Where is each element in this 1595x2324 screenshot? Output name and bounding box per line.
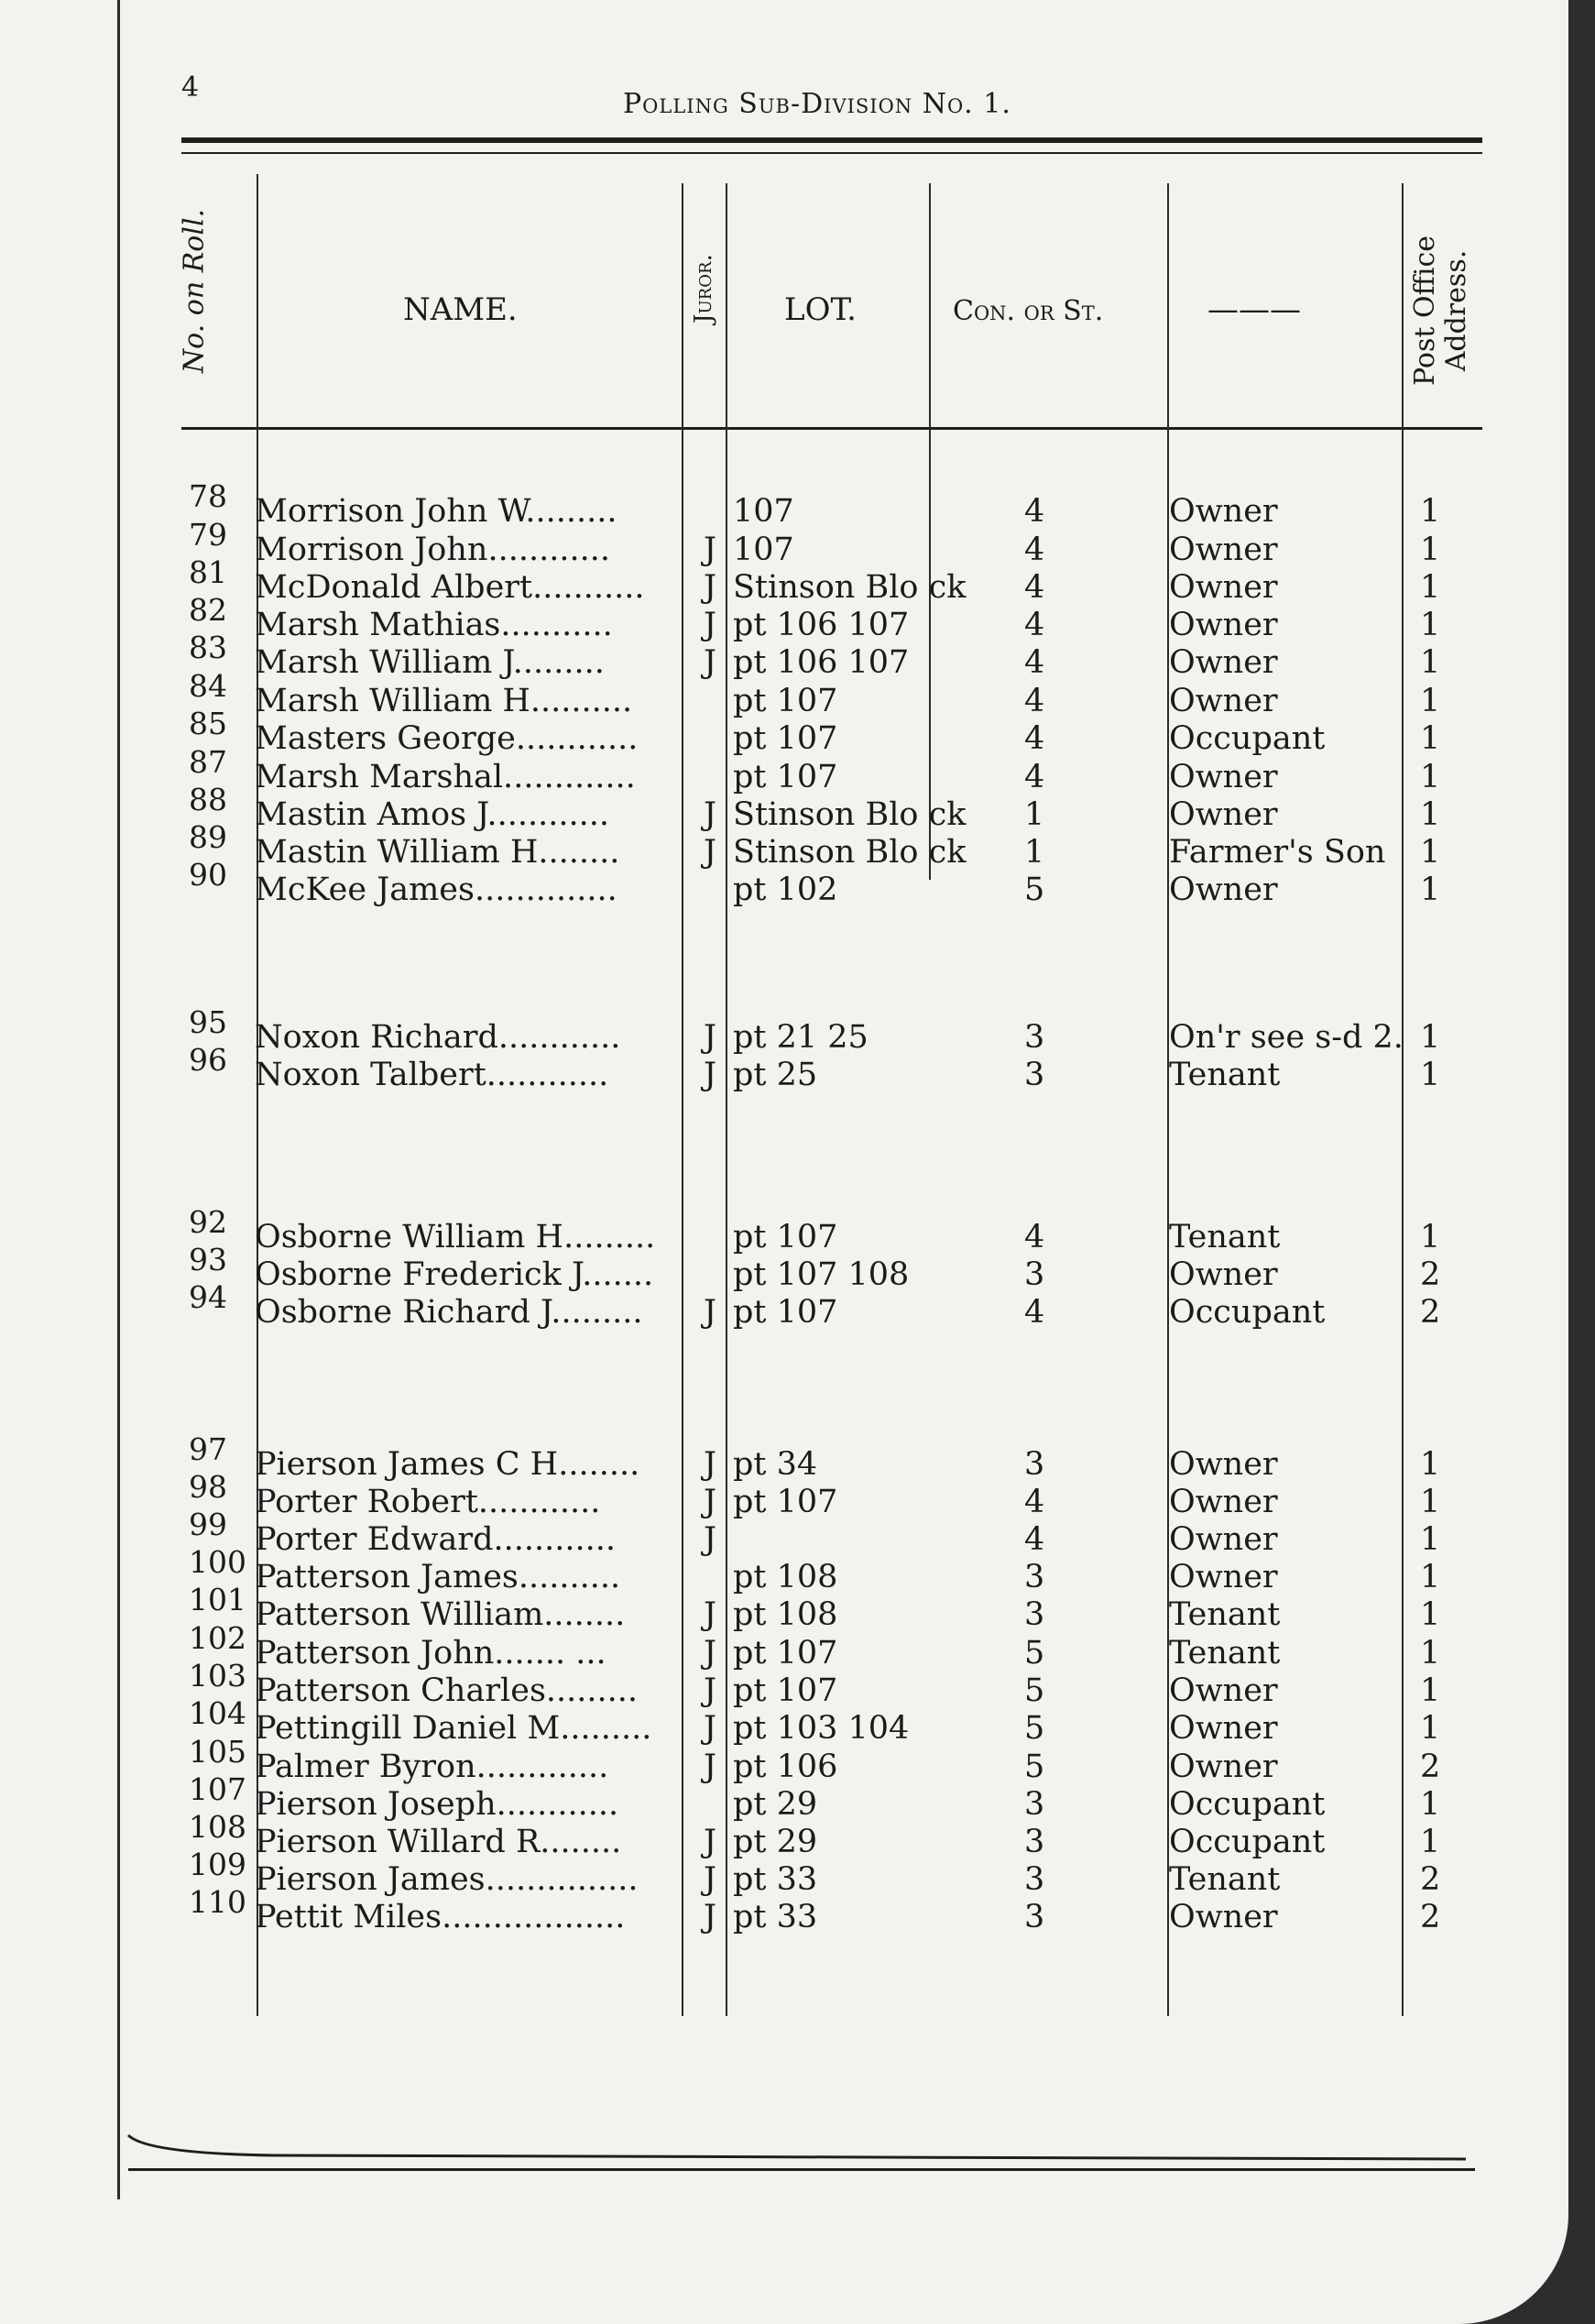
roll-number: 95 <box>189 1004 227 1040</box>
concession-value: 4 <box>1024 683 1045 719</box>
status-value: Owner <box>1169 796 1278 833</box>
concession-value: 3 <box>1024 1256 1045 1293</box>
post-office-value: 1 <box>1420 1824 1441 1860</box>
roll-number: 103 <box>189 1658 246 1694</box>
lot-value: pt 107 <box>733 720 838 757</box>
status-value: Tenant <box>1169 1057 1281 1093</box>
juror-mark: J <box>704 1446 717 1483</box>
concession-value: 5 <box>1024 872 1045 908</box>
status-value: Owner <box>1169 872 1278 908</box>
voter-name: Marsh William H.......... <box>255 683 633 719</box>
voter-name: Morrison John W......... <box>255 493 617 530</box>
post-office-value: 2 <box>1420 1748 1441 1785</box>
post-office-value: 1 <box>1420 644 1441 681</box>
post-office-value: 2 <box>1420 1861 1441 1898</box>
list-item <box>0 857 1568 908</box>
status-value: On'r see s-d 2. <box>1169 1019 1404 1056</box>
page-title: Polling Sub-Division No. 1. <box>623 88 1011 120</box>
column-header-no-on-roll: No. on Roll. <box>178 208 211 374</box>
post-office-value: 1 <box>1420 1521 1441 1558</box>
lot-value: pt 33 <box>733 1861 818 1898</box>
status-value: Owner <box>1169 1748 1278 1785</box>
voter-name: Mastin Amos J............ <box>255 796 610 833</box>
voter-name: Mastin William H........ <box>255 834 620 871</box>
roll-number: 84 <box>189 668 227 704</box>
status-value: Owner <box>1169 532 1278 568</box>
bottom-rule <box>128 2168 1475 2171</box>
post-office-value: 1 <box>1420 1559 1441 1595</box>
list-item <box>0 782 1568 833</box>
list-item <box>0 478 1568 530</box>
post-office-value: 1 <box>1420 1057 1441 1093</box>
status-value: Occupant <box>1169 1294 1326 1331</box>
concession-value: 5 <box>1024 1635 1045 1672</box>
lot-value: pt 108 <box>733 1596 838 1633</box>
voter-name: Osborne Frederick J....... <box>255 1256 654 1293</box>
post-office-value: 1 <box>1420 1019 1441 1056</box>
concession-value: 4 <box>1024 532 1045 568</box>
post-office-value: 1 <box>1420 569 1441 606</box>
juror-mark: J <box>704 1484 717 1520</box>
lot-value: pt 21 25 <box>733 1019 869 1056</box>
roll-number: 108 <box>189 1809 246 1845</box>
status-value: Farmer's Son <box>1169 834 1386 871</box>
list-item <box>0 819 1568 871</box>
juror-mark: J <box>704 644 717 681</box>
voter-name: Osborne William H......... <box>255 1219 656 1255</box>
concession-value: 5 <box>1024 1672 1045 1709</box>
lot-value: Stinson Blo ck <box>733 834 967 871</box>
post-office-value: 1 <box>1420 683 1441 719</box>
juror-mark: J <box>704 1521 717 1558</box>
juror-mark: J <box>704 1672 717 1709</box>
post-office-value: 1 <box>1420 532 1441 568</box>
post-office-value: 2 <box>1420 1256 1441 1293</box>
voter-name: Morrison John............ <box>255 532 610 568</box>
voter-name: Noxon Talbert............ <box>255 1057 609 1093</box>
status-value: Owner <box>1169 569 1278 606</box>
lot-value: pt 108 <box>733 1559 838 1595</box>
voter-name: Patterson William........ <box>255 1596 626 1633</box>
concession-value: 4 <box>1024 1219 1045 1255</box>
post-office-value: 1 <box>1420 872 1441 908</box>
voter-name: Pierson James C H........ <box>255 1446 640 1483</box>
list-item <box>0 592 1568 643</box>
column-header-lot: LOT. <box>784 291 857 328</box>
juror-mark: J <box>704 834 717 871</box>
column-header-blank: ——— <box>1207 291 1301 328</box>
list-item <box>0 1279 1568 1331</box>
list-item <box>0 1042 1568 1093</box>
status-value: Occupant <box>1169 720 1326 757</box>
roll-number: 107 <box>189 1771 246 1807</box>
roll-number: 90 <box>189 857 227 893</box>
concession-value: 4 <box>1024 607 1045 643</box>
juror-mark: J <box>704 1635 717 1672</box>
post-office-value: 1 <box>1420 1710 1441 1747</box>
voter-name: Pierson James............... <box>255 1861 639 1898</box>
voter-name: Patterson James.......... <box>255 1559 621 1595</box>
status-value: Owner <box>1169 493 1278 530</box>
juror-mark: J <box>704 532 717 568</box>
concession-value: 3 <box>1024 1019 1045 1056</box>
roll-number: 100 <box>189 1544 246 1580</box>
voter-name: Pettingill Daniel M......... <box>255 1710 652 1747</box>
concession-value: 4 <box>1024 1294 1045 1331</box>
lot-value: pt 107 <box>733 1635 838 1672</box>
column-header-post-office: Post Office Address. <box>1409 235 1472 387</box>
post-office-value: 1 <box>1420 759 1441 795</box>
column-header-juror: Juror. <box>690 254 717 323</box>
lot-value: pt 33 <box>733 1899 818 1935</box>
status-value: Tenant <box>1169 1596 1281 1633</box>
concession-value: 5 <box>1024 1748 1045 1785</box>
status-value: Occupant <box>1169 1824 1326 1860</box>
list-item <box>0 744 1568 795</box>
lot-value: pt 102 <box>733 872 838 908</box>
post-office-value: 1 <box>1420 834 1441 871</box>
lot-value: pt 107 <box>733 759 838 795</box>
voter-name: Marsh Marshal............. <box>255 759 636 795</box>
roll-number: 105 <box>189 1734 246 1770</box>
juror-mark: J <box>704 607 717 643</box>
status-value: Tenant <box>1169 1635 1281 1672</box>
post-office-value: 1 <box>1420 1786 1441 1823</box>
post-office-value: 1 <box>1420 493 1441 530</box>
column-header-con-or-st: Con. or St. <box>953 295 1104 327</box>
roll-number: 104 <box>189 1695 246 1731</box>
status-value: Tenant <box>1169 1861 1281 1898</box>
voter-name: Porter Robert............ <box>255 1484 601 1520</box>
lot-value: pt 25 <box>733 1057 818 1093</box>
juror-mark: J <box>704 1899 717 1935</box>
post-office-value: 1 <box>1420 796 1441 833</box>
column-header-rule <box>181 427 1482 430</box>
concession-value: 4 <box>1024 720 1045 757</box>
roll-number: 101 <box>189 1582 246 1617</box>
concession-value: 3 <box>1024 1559 1045 1595</box>
status-value: Owner <box>1169 759 1278 795</box>
concession-value: 4 <box>1024 569 1045 606</box>
status-value: Owner <box>1169 1521 1278 1558</box>
lot-value: 107 <box>733 493 794 530</box>
list-item <box>0 668 1568 719</box>
voter-name: Palmer Byron............. <box>255 1748 609 1785</box>
roll-number: 88 <box>189 782 227 817</box>
header-rule-thin <box>181 152 1482 154</box>
voter-name: Noxon Richard............ <box>255 1019 621 1056</box>
roll-number: 87 <box>189 744 227 780</box>
status-value: Owner <box>1169 1710 1278 1747</box>
status-value: Owner <box>1169 1446 1278 1483</box>
list-item <box>0 1884 1568 1935</box>
status-value: Owner <box>1169 1256 1278 1293</box>
lot-value: pt 103 104 <box>733 1710 910 1747</box>
juror-mark: J <box>704 1019 717 1056</box>
post-office-value: 1 <box>1420 1672 1441 1709</box>
status-value: Owner <box>1169 1899 1278 1935</box>
status-value: Owner <box>1169 1484 1278 1520</box>
concession-value: 3 <box>1024 1596 1045 1633</box>
column-header-name: NAME. <box>403 291 518 328</box>
concession-value: 1 <box>1024 834 1045 871</box>
voter-name: Osborne Richard J......... <box>255 1294 643 1331</box>
roll-number: 79 <box>189 517 227 553</box>
post-office-value: 2 <box>1420 1294 1441 1331</box>
roll-number: 97 <box>189 1431 227 1467</box>
lot-value: pt 106 107 <box>733 644 910 681</box>
lot-value: pt 29 <box>733 1786 818 1823</box>
list-item <box>0 630 1568 681</box>
header-rule-thick <box>181 137 1482 143</box>
concession-value: 3 <box>1024 1057 1045 1093</box>
roll-number: 109 <box>189 1847 246 1882</box>
lot-value: pt 106 <box>733 1748 838 1785</box>
list-item <box>0 517 1568 568</box>
post-office-value: 1 <box>1420 1596 1441 1633</box>
concession-value: 4 <box>1024 493 1045 530</box>
voter-name: McKee James.............. <box>255 872 617 908</box>
list-item <box>0 1242 1568 1293</box>
concession-value: 4 <box>1024 644 1045 681</box>
juror-mark: J <box>704 569 717 606</box>
post-office-value: 1 <box>1420 607 1441 643</box>
roll-number: 102 <box>189 1620 246 1656</box>
juror-mark: J <box>704 1710 717 1747</box>
voter-name: Porter Edward............ <box>255 1521 616 1558</box>
status-value: Owner <box>1169 1672 1278 1709</box>
list-item <box>0 1004 1568 1056</box>
list-item <box>0 1431 1568 1483</box>
status-value: Occupant <box>1169 1786 1326 1823</box>
juror-mark: J <box>704 1294 717 1331</box>
voter-name: Pettit Miles.................. <box>255 1899 626 1935</box>
lot-value: pt 107 <box>733 1672 838 1709</box>
lot-value: pt 107 <box>733 1294 838 1331</box>
concession-value: 3 <box>1024 1899 1045 1935</box>
roll-number: 81 <box>189 554 227 590</box>
post-office-value: 1 <box>1420 1484 1441 1520</box>
roll-number: 98 <box>189 1469 227 1505</box>
roll-number: 92 <box>189 1204 227 1240</box>
lot-value: pt 29 <box>733 1824 818 1860</box>
roll-number: 94 <box>189 1279 227 1315</box>
lot-value: Stinson Blo ck <box>733 569 967 606</box>
concession-value: 3 <box>1024 1824 1045 1860</box>
concession-value: 3 <box>1024 1786 1045 1823</box>
concession-value: 1 <box>1024 796 1045 833</box>
concession-value: 3 <box>1024 1861 1045 1898</box>
roll-number: 96 <box>189 1042 227 1078</box>
status-value: Owner <box>1169 607 1278 643</box>
status-value: Owner <box>1169 1559 1278 1595</box>
voter-name: Patterson Charles......... <box>255 1672 639 1709</box>
status-value: Owner <box>1169 683 1278 719</box>
list-item <box>0 706 1568 757</box>
juror-mark: J <box>704 1748 717 1785</box>
voter-name: Pierson Joseph............ <box>255 1786 619 1823</box>
juror-mark: J <box>704 796 717 833</box>
juror-mark: J <box>704 1596 717 1633</box>
roll-number: 89 <box>189 819 227 855</box>
roll-number: 110 <box>189 1884 246 1920</box>
concession-value: 4 <box>1024 1484 1045 1520</box>
voter-name: Patterson John....... ... <box>255 1635 606 1672</box>
juror-mark: J <box>704 1057 717 1093</box>
roll-number: 83 <box>189 630 227 665</box>
concession-value: 4 <box>1024 759 1045 795</box>
list-item <box>0 554 1568 606</box>
roll-number: 85 <box>189 706 227 741</box>
status-value: Owner <box>1169 644 1278 681</box>
voter-name: Marsh Mathias........... <box>255 607 613 643</box>
juror-mark: J <box>704 1824 717 1860</box>
post-office-value: 1 <box>1420 1635 1441 1672</box>
roll-number: 78 <box>189 478 227 514</box>
lot-value: pt 107 <box>733 683 838 719</box>
page-number: 4 <box>181 71 200 104</box>
lot-value: pt 107 108 <box>733 1256 910 1293</box>
post-office-value: 1 <box>1420 1446 1441 1483</box>
post-office-value: 2 <box>1420 1899 1441 1935</box>
lot-value: Stinson Blo ck <box>733 796 967 833</box>
juror-mark: J <box>704 1861 717 1898</box>
post-office-value: 1 <box>1420 1219 1441 1255</box>
concession-value: 3 <box>1024 1446 1045 1483</box>
lot-value: pt 34 <box>733 1446 818 1483</box>
voter-name: McDonald Albert........... <box>255 569 645 606</box>
post-office-value: 1 <box>1420 720 1441 757</box>
voter-name: Marsh William J......... <box>255 644 605 681</box>
lot-value: pt 107 <box>733 1219 838 1255</box>
concession-value: 4 <box>1024 1521 1045 1558</box>
voter-name: Pierson Willard R........ <box>255 1824 622 1860</box>
list-item <box>0 1204 1568 1255</box>
lot-value: pt 106 107 <box>733 607 910 643</box>
concession-value: 5 <box>1024 1710 1045 1747</box>
lot-value: pt 107 <box>733 1484 838 1520</box>
lot-value: 107 <box>733 532 794 568</box>
voter-name: Masters George............ <box>255 720 639 757</box>
status-value: Tenant <box>1169 1219 1281 1255</box>
roll-number: 99 <box>189 1507 227 1542</box>
list-item <box>0 1469 1568 1520</box>
roll-number: 82 <box>189 592 227 628</box>
roll-number: 93 <box>189 1242 227 1277</box>
